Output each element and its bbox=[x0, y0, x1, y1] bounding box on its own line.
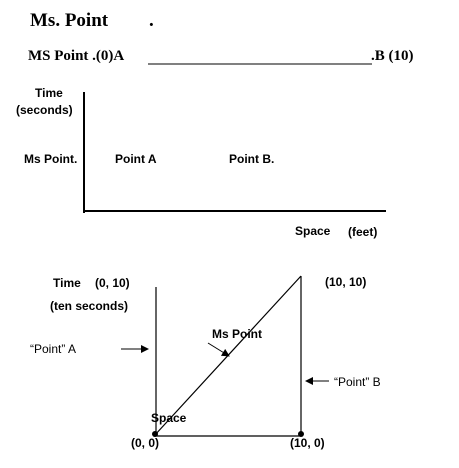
coord-top-left: (0, 10) bbox=[95, 276, 130, 290]
coord-bottom-right: (10, 0) bbox=[290, 436, 325, 450]
top-y-axis-label-unit: (seconds) bbox=[16, 103, 73, 117]
top-point-b-label: Point B. bbox=[229, 152, 275, 166]
page-title: Ms. Point bbox=[30, 10, 109, 31]
line-prefix-label: MS Point .(0)A bbox=[28, 48, 125, 64]
coord-top-right: (10, 10) bbox=[325, 275, 367, 289]
ms-point-label: Ms Point bbox=[212, 327, 262, 341]
top-point-a-label: Point A bbox=[115, 152, 157, 166]
point-a-label: “Point” A bbox=[30, 342, 77, 356]
top-x-axis-label-unit: (feet) bbox=[348, 225, 378, 239]
line-suffix-label: .B (10) bbox=[371, 48, 414, 64]
point-b-label: “Point” B bbox=[334, 375, 381, 389]
top-y-axis-label-time: Time bbox=[35, 86, 63, 100]
bottom-time-unit: (ten seconds) bbox=[50, 299, 129, 313]
ms-point-arrow bbox=[208, 343, 229, 356]
page-title-dot: . bbox=[149, 10, 154, 31]
bottom-time-label: Time bbox=[53, 276, 81, 290]
top-ms-point-label: Ms Point. bbox=[24, 152, 78, 166]
space-label: Space bbox=[151, 411, 187, 425]
coord-origin: (0, 0) bbox=[131, 436, 160, 450]
top-x-axis-label-space: Space bbox=[295, 224, 331, 238]
